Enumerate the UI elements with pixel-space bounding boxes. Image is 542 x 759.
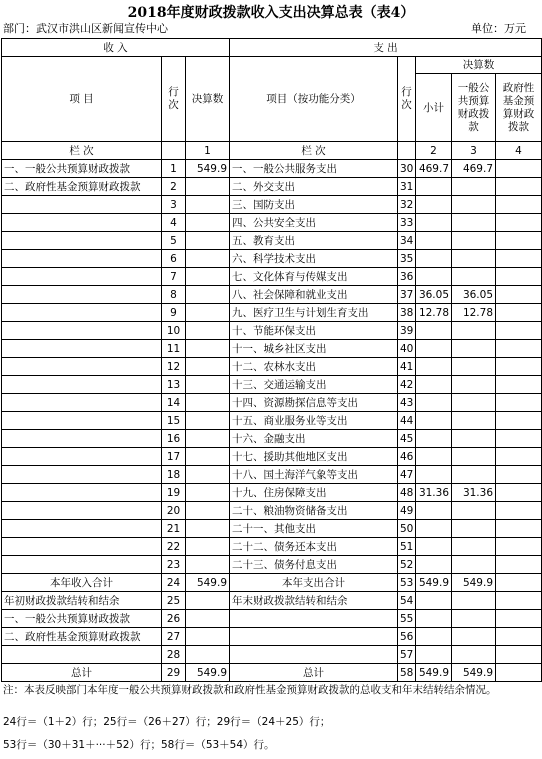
expense-subtotal [416, 592, 452, 610]
expense-general-budget [452, 358, 496, 376]
income-item: 年初财政拨款结转和结余 [2, 592, 162, 610]
income-line-number: 16 [162, 430, 186, 448]
expense-general-budget [452, 646, 496, 664]
income-line-number: 21 [162, 520, 186, 538]
expense-item: 年末财政拨款结转和结余 [230, 592, 398, 610]
expense-general-budget [452, 592, 496, 610]
income-item [2, 214, 162, 232]
expense-line-number: 32 [398, 196, 416, 214]
table-row [2, 628, 542, 646]
income-item: 二、政府性基金预算财政拨款 [2, 178, 162, 196]
expense-line-number: 58 [398, 664, 416, 682]
expense-line-number: 45 [398, 430, 416, 448]
income-item [2, 484, 162, 502]
expense-subtotal [416, 628, 452, 646]
expense-item: 十、节能环保支出 [230, 322, 398, 340]
expense-item: 二十一、其他支出 [230, 520, 398, 538]
expense-item: 二十二、债务还本支出 [230, 538, 398, 556]
budget-table [1, 38, 542, 682]
expense-subtotal [416, 376, 452, 394]
income-item [2, 466, 162, 484]
income-amount [186, 448, 230, 466]
expense-fund-budget [496, 664, 542, 682]
expense-subtotal [416, 448, 452, 466]
expense-general-budget [452, 412, 496, 430]
income-amount [186, 520, 230, 538]
income-lanci-col1: 1 [186, 142, 230, 160]
expense-item: 七、文化体育与传媒支出 [230, 268, 398, 286]
income-line-number: 28 [162, 646, 186, 664]
income-amount: 549.9 [186, 160, 230, 178]
expense-item: 本年支出合计 [230, 574, 398, 592]
table-row [2, 358, 542, 376]
expense-subtotal [416, 520, 452, 538]
expense-subtotal: 549.9 [416, 574, 452, 592]
expense-line-number: 50 [398, 520, 416, 538]
expense-fund-budget [496, 430, 542, 448]
expense-fund-budget [496, 268, 542, 286]
income-item [2, 448, 162, 466]
expense-fund-budget [496, 502, 542, 520]
income-line-number: 10 [162, 322, 186, 340]
expense-lanci-col3: 3 [452, 142, 496, 160]
income-item-header: 项 目 [2, 57, 162, 142]
table-row [2, 538, 542, 556]
income-item [2, 502, 162, 520]
income-line-number: 23 [162, 556, 186, 574]
income-item [2, 376, 162, 394]
expense-item: 十九、住房保障支出 [230, 484, 398, 502]
expense-fund-budget [496, 412, 542, 430]
table-row [2, 448, 542, 466]
expense-item: 六、科学技术支出 [230, 250, 398, 268]
income-amount [186, 610, 230, 628]
table-row [2, 340, 542, 358]
expense-line-number: 36 [398, 268, 416, 286]
income-amount [186, 196, 230, 214]
expense-fund-budget [496, 394, 542, 412]
expense-line-number: 49 [398, 502, 416, 520]
expense-subtotal [416, 322, 452, 340]
expense-general-budget [452, 178, 496, 196]
income-line-number: 6 [162, 250, 186, 268]
table-row [2, 574, 542, 592]
expense-fund-budget [496, 610, 542, 628]
income-line-header: 行次 [162, 57, 186, 142]
income-item [2, 646, 162, 664]
expense-subtotal [416, 232, 452, 250]
expense-fund-budget [496, 214, 542, 232]
expense-subtotal [416, 268, 452, 286]
income-line-number: 5 [162, 232, 186, 250]
expense-fund-budget [496, 232, 542, 250]
expense-subtotal [416, 250, 452, 268]
table-row [2, 376, 542, 394]
income-item [2, 556, 162, 574]
expense-line-number: 39 [398, 322, 416, 340]
expense-item-header: 项目（按功能分类） [230, 57, 398, 142]
general-budget-header: 一般公共预算财政拨款 [452, 74, 496, 142]
expense-line-number: 35 [398, 250, 416, 268]
income-line-number: 4 [162, 214, 186, 232]
expense-general-budget [452, 232, 496, 250]
expense-subtotal [416, 556, 452, 574]
fund-budget-header: 政府性基金预算财政拨款 [496, 74, 542, 142]
expense-fund-budget [496, 448, 542, 466]
income-amount [186, 250, 230, 268]
table-row [2, 556, 542, 574]
income-amount [186, 358, 230, 376]
income-line-number: 27 [162, 628, 186, 646]
income-amount [186, 178, 230, 196]
expense-general-budget [452, 376, 496, 394]
table-row [2, 196, 542, 214]
income-amount [186, 430, 230, 448]
table-row [2, 664, 542, 682]
expense-fund-budget [496, 160, 542, 178]
income-amount [186, 502, 230, 520]
expense-item [230, 610, 398, 628]
expense-subtotal [416, 412, 452, 430]
expense-line-number: 57 [398, 646, 416, 664]
expense-subtotal: 31.36 [416, 484, 452, 502]
expense-subtotal: 12.78 [416, 304, 452, 322]
expense-line-number: 31 [398, 178, 416, 196]
expense-subtotal [416, 196, 452, 214]
income-line-number: 17 [162, 448, 186, 466]
expense-fund-budget [496, 178, 542, 196]
expense-fund-budget [496, 322, 542, 340]
table-row [2, 484, 542, 502]
table-row [2, 304, 542, 322]
expense-fund-budget [496, 628, 542, 646]
expense-item: 十二、农林水支出 [230, 358, 398, 376]
expense-line-number: 48 [398, 484, 416, 502]
expense-item: 五、教育支出 [230, 232, 398, 250]
expense-general-budget [452, 610, 496, 628]
table-row [2, 466, 542, 484]
expense-general-budget [452, 250, 496, 268]
expense-fund-budget [496, 376, 542, 394]
income-amount [186, 628, 230, 646]
expense-fund-budget [496, 556, 542, 574]
table-row [2, 520, 542, 538]
expense-subtotal [416, 358, 452, 376]
expense-header: 支 出 [230, 39, 542, 57]
expense-subtotal [416, 466, 452, 484]
expense-line-number: 42 [398, 376, 416, 394]
income-line-number: 24 [162, 574, 186, 592]
expense-fund-budget [496, 520, 542, 538]
table-row [2, 232, 542, 250]
income-item [2, 304, 162, 322]
expense-item: 四、公共安全支出 [230, 214, 398, 232]
expense-fund-budget [496, 286, 542, 304]
expense-line-number: 53 [398, 574, 416, 592]
expense-fund-budget [496, 574, 542, 592]
table-note: 注：本表反映部门本年度一般公共预算财政拨款和政府性基金预算财政拨款的总收支和年末结转结余情况。 [3, 684, 497, 696]
income-amount [186, 466, 230, 484]
income-item [2, 412, 162, 430]
income-line-number: 3 [162, 196, 186, 214]
expense-line-number: 52 [398, 556, 416, 574]
income-line-number: 2 [162, 178, 186, 196]
income-item [2, 268, 162, 286]
income-amount [186, 268, 230, 286]
income-item [2, 196, 162, 214]
income-amount: 549.9 [186, 574, 230, 592]
expense-general-budget [452, 268, 496, 286]
expense-item: 二、外交支出 [230, 178, 398, 196]
expense-line-number: 38 [398, 304, 416, 322]
income-item [2, 250, 162, 268]
income-amount-header: 决算数 [186, 57, 230, 142]
expense-item: 十五、商业服务业等支出 [230, 412, 398, 430]
table-row [2, 394, 542, 412]
income-item [2, 538, 162, 556]
table-row [2, 214, 542, 232]
expense-item: 二十三、债务付息支出 [230, 556, 398, 574]
income-amount [186, 394, 230, 412]
expense-amount-header: 决算数 [416, 57, 542, 74]
expense-item: 一、一般公共服务支出 [230, 160, 398, 178]
expense-fund-budget [496, 196, 542, 214]
expense-subtotal [416, 538, 452, 556]
table-row [2, 610, 542, 628]
expense-fund-budget [496, 466, 542, 484]
table-row [2, 412, 542, 430]
expense-fund-budget [496, 646, 542, 664]
income-item: 本年收入合计 [2, 574, 162, 592]
department-label: 部门：武汉市洪山区新闻宣传中心 [3, 22, 168, 35]
income-line-number: 19 [162, 484, 186, 502]
expense-line-number: 33 [398, 214, 416, 232]
expense-item [230, 646, 398, 664]
income-amount [186, 412, 230, 430]
expense-item: 十一、城乡社区支出 [230, 340, 398, 358]
expense-general-budget [452, 340, 496, 358]
income-amount [186, 592, 230, 610]
income-amount [186, 556, 230, 574]
expense-item: 十四、资源勘探信息等支出 [230, 394, 398, 412]
income-header: 收 入 [2, 39, 230, 57]
expense-line-number: 54 [398, 592, 416, 610]
expense-fund-budget [496, 592, 542, 610]
expense-subtotal [416, 340, 452, 358]
income-line-number: 15 [162, 412, 186, 430]
expense-line-number: 34 [398, 232, 416, 250]
income-amount [186, 538, 230, 556]
income-item [2, 322, 162, 340]
income-item [2, 232, 162, 250]
expense-item: 总计 [230, 664, 398, 682]
expense-general-budget [452, 502, 496, 520]
income-line-number: 9 [162, 304, 186, 322]
income-line-number: 7 [162, 268, 186, 286]
table-row [2, 160, 542, 178]
formula-note-1: 24行＝（1＋2）行；25行＝（26＋27）行；29行＝（24＋25）行； [3, 716, 331, 728]
expense-item: 九、医疗卫生与计划生育支出 [230, 304, 398, 322]
table-row [2, 430, 542, 448]
expense-subtotal [416, 394, 452, 412]
formula-note-2: 53行＝（30＋31＋···＋52）行；58行＝（53＋54）行。 [3, 739, 275, 751]
expense-item: 十六、金融支出 [230, 430, 398, 448]
income-item: 一、一般公共预算财政拨款 [2, 160, 162, 178]
expense-lanci-line [398, 142, 416, 160]
expense-subtotal [416, 610, 452, 628]
expense-line-number: 30 [398, 160, 416, 178]
expense-item: 十七、援助其他地区支出 [230, 448, 398, 466]
income-amount: 549.9 [186, 664, 230, 682]
income-item [2, 358, 162, 376]
income-item: 总计 [2, 664, 162, 682]
table-row [2, 286, 542, 304]
expense-item: 十三、交通运输支出 [230, 376, 398, 394]
expense-general-budget: 31.36 [452, 484, 496, 502]
expense-general-budget: 36.05 [452, 286, 496, 304]
table-row [2, 646, 542, 664]
expense-general-budget [452, 556, 496, 574]
expense-line-number: 46 [398, 448, 416, 466]
income-item [2, 286, 162, 304]
expense-subtotal [416, 430, 452, 448]
expense-general-budget [452, 520, 496, 538]
income-line-number: 25 [162, 592, 186, 610]
expense-general-budget [452, 466, 496, 484]
expense-general-budget: 549.9 [452, 574, 496, 592]
income-amount [186, 214, 230, 232]
expense-item: 八、社会保障和就业支出 [230, 286, 398, 304]
income-amount [186, 340, 230, 358]
expense-general-budget [452, 322, 496, 340]
income-line-number: 26 [162, 610, 186, 628]
income-amount [186, 322, 230, 340]
income-amount [186, 376, 230, 394]
expense-line-number: 41 [398, 358, 416, 376]
income-amount [186, 304, 230, 322]
expense-general-budget [452, 214, 496, 232]
expense-line-number: 40 [398, 340, 416, 358]
expense-lanci-col2: 2 [416, 142, 452, 160]
expense-general-budget [452, 196, 496, 214]
expense-fund-budget [496, 340, 542, 358]
expense-general-budget [452, 448, 496, 466]
expense-line-number: 51 [398, 538, 416, 556]
expense-subtotal: 36.05 [416, 286, 452, 304]
expense-item [230, 628, 398, 646]
table-row [2, 268, 542, 286]
table-row [2, 322, 542, 340]
expense-general-budget: 12.78 [452, 304, 496, 322]
income-lanci-label: 栏 次 [2, 142, 162, 160]
expense-lanci-label: 栏 次 [230, 142, 398, 160]
expense-line-number: 37 [398, 286, 416, 304]
expense-subtotal [416, 646, 452, 664]
income-line-number: 1 [162, 160, 186, 178]
expense-line-number: 55 [398, 610, 416, 628]
expense-subtotal: 469.7 [416, 160, 452, 178]
expense-line-number: 44 [398, 412, 416, 430]
table-row [2, 592, 542, 610]
income-line-number: 29 [162, 664, 186, 682]
income-item: 二、政府性基金预算财政拨款 [2, 628, 162, 646]
income-line-number: 8 [162, 286, 186, 304]
expense-line-header: 行次 [398, 57, 416, 142]
income-line-number: 11 [162, 340, 186, 358]
unit-label: 单位：万元 [471, 22, 526, 35]
expense-lanci-col4: 4 [496, 142, 542, 160]
table-row [2, 178, 542, 196]
expense-general-budget [452, 538, 496, 556]
expense-fund-budget [496, 250, 542, 268]
income-line-number: 14 [162, 394, 186, 412]
income-amount [186, 646, 230, 664]
report-title: 2018年度财政拨款收入支出决算总表（表4） [127, 5, 415, 21]
expense-line-number: 43 [398, 394, 416, 412]
expense-item: 三、国防支出 [230, 196, 398, 214]
subtotal-header: 小计 [416, 74, 452, 142]
income-amount [186, 484, 230, 502]
income-item [2, 430, 162, 448]
expense-fund-budget [496, 304, 542, 322]
expense-general-budget [452, 628, 496, 646]
table-row [2, 502, 542, 520]
income-item [2, 520, 162, 538]
income-line-number: 12 [162, 358, 186, 376]
income-amount [186, 232, 230, 250]
expense-fund-budget [496, 538, 542, 556]
income-line-number: 22 [162, 538, 186, 556]
income-item [2, 394, 162, 412]
income-item [2, 340, 162, 358]
expense-subtotal [416, 178, 452, 196]
income-line-number: 18 [162, 466, 186, 484]
expense-line-number: 56 [398, 628, 416, 646]
income-line-number: 20 [162, 502, 186, 520]
expense-fund-budget [496, 484, 542, 502]
expense-general-budget [452, 430, 496, 448]
expense-general-budget: 469.7 [452, 160, 496, 178]
expense-subtotal [416, 502, 452, 520]
income-line-number: 13 [162, 376, 186, 394]
table-row [2, 250, 542, 268]
expense-subtotal: 549.9 [416, 664, 452, 682]
income-lanci-line [162, 142, 186, 160]
expense-general-budget [452, 394, 496, 412]
expense-fund-budget [496, 358, 542, 376]
expense-subtotal [416, 214, 452, 232]
expense-item: 二十、粮油物资储备支出 [230, 502, 398, 520]
expense-line-number: 47 [398, 466, 416, 484]
income-amount [186, 286, 230, 304]
income-item: 一、一般公共预算财政拨款 [2, 610, 162, 628]
expense-item: 十八、国土海洋气象等支出 [230, 466, 398, 484]
expense-general-budget: 549.9 [452, 664, 496, 682]
